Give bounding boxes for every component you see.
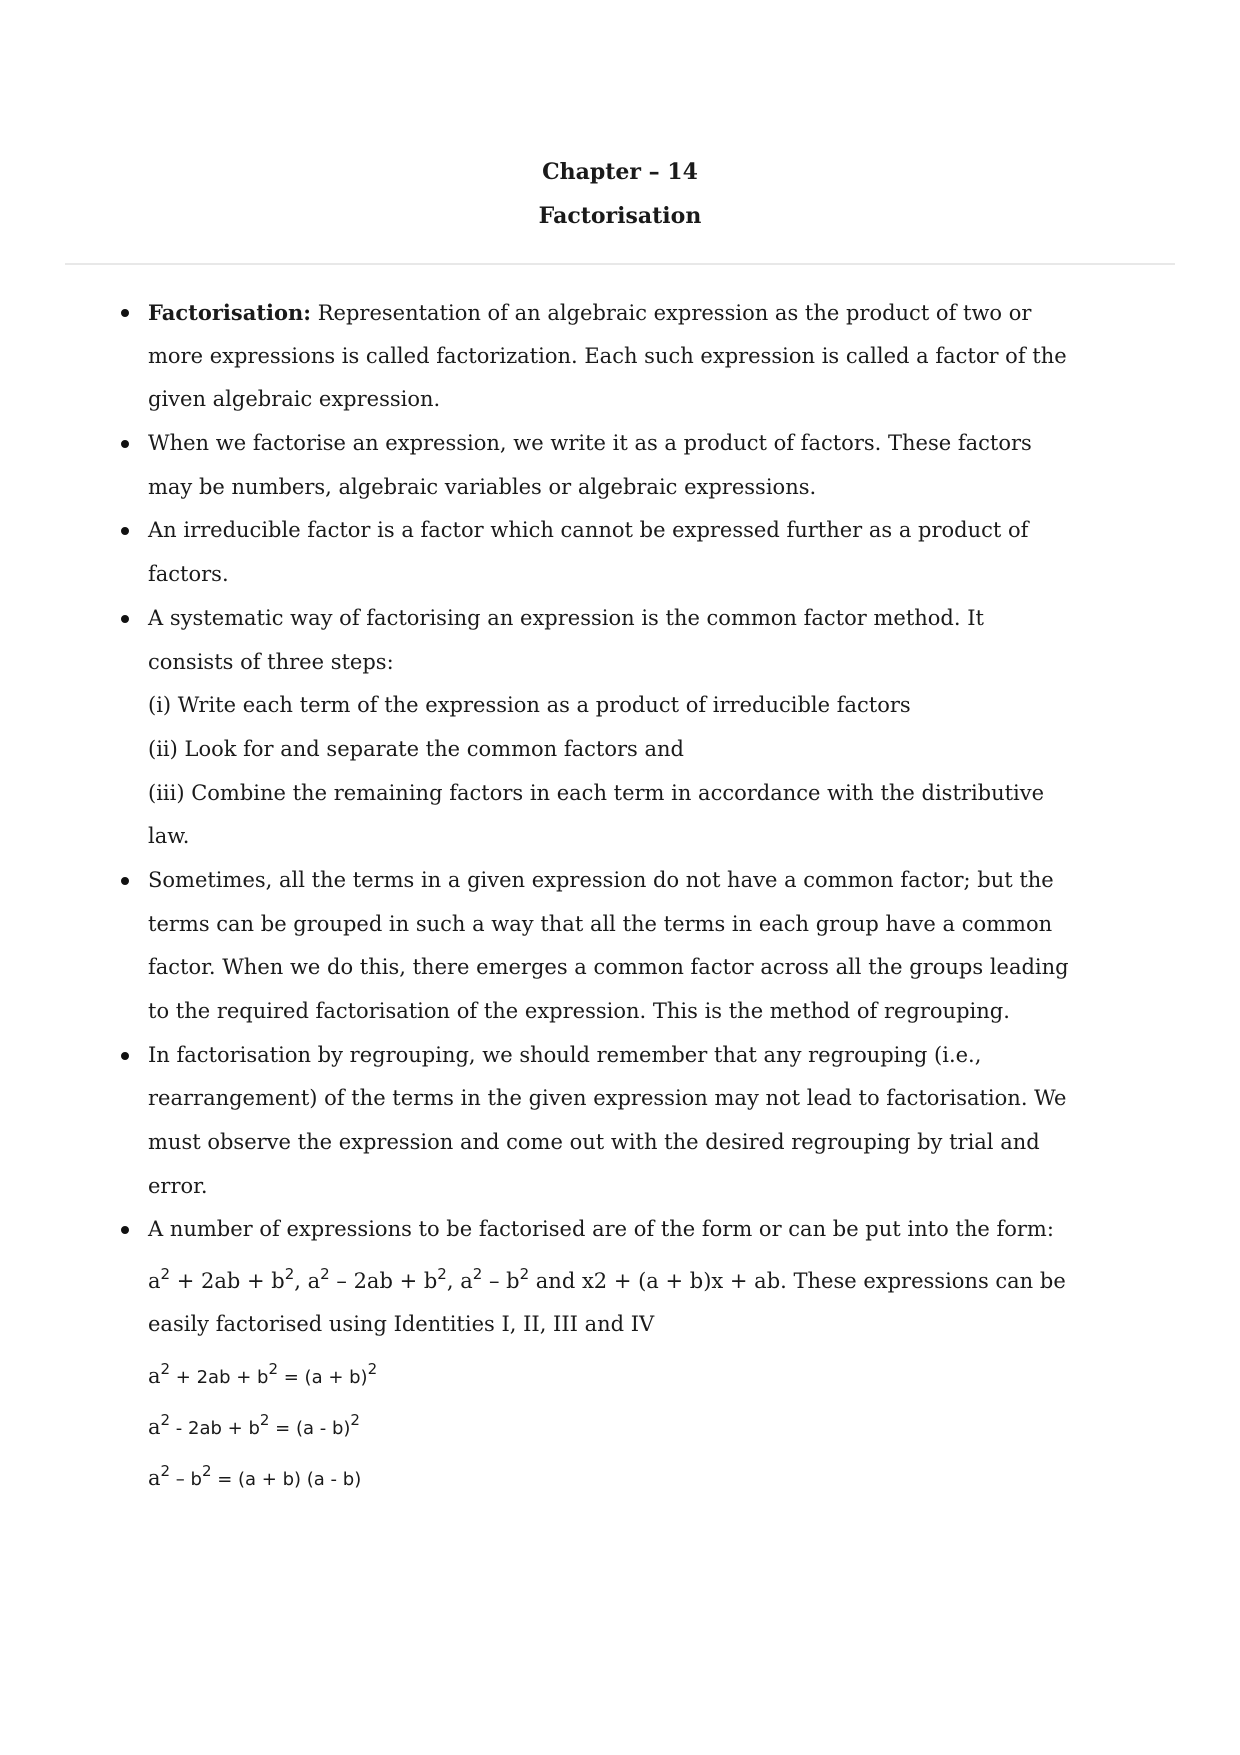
text-segment: and x2 + (a + b)x + ab. These expressions can be: [529, 1269, 1066, 1294]
text-line: [148, 1347, 1228, 1398]
text-line: [148, 772, 1228, 816]
text-segment: more expressions is called factorization. Each such expression is called a factor of the: [148, 343, 1067, 368]
text-line: [148, 684, 1228, 728]
text-line: [148, 1165, 1228, 1209]
superscript: 2: [350, 1410, 360, 1429]
text-segment: a: [148, 1465, 161, 1490]
list-item: [148, 422, 1228, 509]
text-line: [148, 466, 1228, 510]
text-line: [148, 335, 1228, 379]
text-segment: – 2ab + b: [329, 1269, 438, 1294]
text-segment: may be numbers, algebraic variables or algebraic expressions.: [148, 474, 817, 499]
bullet-icon: [121, 309, 129, 317]
text-segment: a: [148, 1414, 161, 1439]
superscript: 2: [259, 1410, 270, 1429]
text-segment: When we factorise an expression, we write it as a product of factors. These factors: [148, 431, 1032, 456]
text-line: [148, 990, 1228, 1034]
superscript: 2: [472, 1265, 483, 1284]
text-segment: rearrangement) of the terms in the given expression may not lead to factorisation. We: [148, 1086, 1067, 1111]
text-segment: , a: [446, 1269, 473, 1294]
text-segment: to the required factorisation of the expression. This is the method of regrouping.: [148, 999, 1010, 1023]
superscript: 2: [201, 1461, 212, 1480]
text-line: [148, 1398, 1228, 1449]
text-segment: A systematic way of factorising an expression is the common factor method. It: [148, 605, 984, 630]
bullet-icon: [121, 440, 129, 448]
text-line: [148, 903, 1228, 947]
text-segment: consists of three steps:: [148, 649, 394, 674]
text-line: [148, 859, 1228, 903]
text-segment: must observe the expression and come out with the desired regrouping by trial and: [148, 1130, 1040, 1155]
bold-term: Factorisation:: [148, 300, 312, 325]
superscript: 2: [284, 1265, 295, 1284]
text-segment: (i) Write each term of the expression as a product of irreducible factors: [148, 693, 911, 718]
text-segment: + 2ab + b: [170, 1269, 285, 1294]
text-line: [148, 1208, 1228, 1252]
text-line: [148, 509, 1228, 553]
text-segment: given algebraic expression.: [148, 387, 441, 412]
text-segment: + 2ab + b: [170, 1366, 269, 1388]
text-segment: law.: [148, 824, 190, 849]
list-item: [148, 509, 1228, 596]
superscript: 2: [160, 1265, 171, 1284]
text-segment: Representation of an algebraic expression as the product of two or: [311, 301, 1032, 325]
text-line: [148, 1449, 1228, 1500]
text-segment: easily factorised using Identities I, II, III and IV: [148, 1312, 655, 1337]
text-line: [148, 553, 1228, 597]
bullet-icon: [121, 877, 129, 885]
superscript: 2: [320, 1265, 330, 1284]
text-line: [148, 1077, 1228, 1121]
text-segment: (iii) Combine the remaining factors in each term in accordance with the distributive: [148, 780, 1045, 805]
text-line: [148, 1121, 1228, 1165]
list-item: [148, 1034, 1228, 1209]
text-line: [148, 597, 1228, 641]
list-item: [148, 859, 1228, 1034]
text-segment: factors.: [148, 562, 229, 587]
text-line: [148, 1303, 1228, 1347]
text-segment: – b: [170, 1468, 202, 1490]
superscript: 2: [160, 1359, 171, 1378]
text-segment: , a: [294, 1269, 321, 1294]
list-item: [148, 597, 1228, 859]
text-segment: factor. When we do this, there emerges a common factor across all the groups leading: [148, 955, 1069, 980]
bullet-icon: [121, 1052, 129, 1060]
text-line: [148, 422, 1228, 466]
text-segment: – b: [482, 1269, 520, 1294]
text-line: [148, 378, 1228, 422]
text-line: [148, 1252, 1228, 1303]
text-segment: = (a + b): [278, 1366, 368, 1388]
notes-list: [148, 291, 1228, 1500]
superscript: 2: [519, 1265, 530, 1284]
text-segment: A number of expressions to be factorised are of the form or can be put into the form:: [148, 1217, 1054, 1242]
superscript: 2: [160, 1461, 171, 1480]
list-item: [148, 291, 1228, 422]
text-line: [148, 946, 1228, 990]
text-segment: a: [148, 1269, 161, 1294]
text-line: [148, 728, 1228, 772]
superscript: 2: [367, 1359, 378, 1378]
text-segment: a: [148, 1363, 161, 1388]
divider: [65, 263, 1175, 265]
superscript: 2: [437, 1265, 447, 1284]
text-line: [148, 1034, 1228, 1078]
text-segment: = (a - b): [269, 1417, 351, 1439]
text-segment: terms can be grouped in such a way that all the terms in each group have a common: [148, 911, 1053, 936]
text-line: [148, 815, 1228, 859]
page-title: Factorisation: [538, 203, 702, 229]
bullet-icon: [121, 527, 129, 535]
text-line: [148, 641, 1228, 685]
chapter-heading: Chapter – 14: [542, 159, 698, 185]
text-segment: (ii) Look for and separate the common factors and: [148, 736, 684, 761]
text-segment: In factorisation by regrouping, we should remember that any regrouping (i.e.,: [148, 1042, 982, 1067]
text-line: [148, 291, 1228, 335]
text-segment: - 2ab + b: [170, 1417, 260, 1439]
bullet-icon: [121, 615, 129, 623]
bullet-icon: [121, 1226, 129, 1234]
list-item: [148, 1208, 1228, 1499]
superscript: 2: [268, 1359, 279, 1378]
text-segment: Sometimes, all the terms in a given expression do not have a common factor; but the: [148, 867, 1054, 892]
text-segment: = (a + b) (a - b): [211, 1468, 362, 1490]
text-segment: error.: [148, 1173, 208, 1198]
text-segment: An irreducible factor is a factor which cannot be expressed further as a product of: [148, 518, 1029, 543]
superscript: 2: [160, 1410, 171, 1429]
